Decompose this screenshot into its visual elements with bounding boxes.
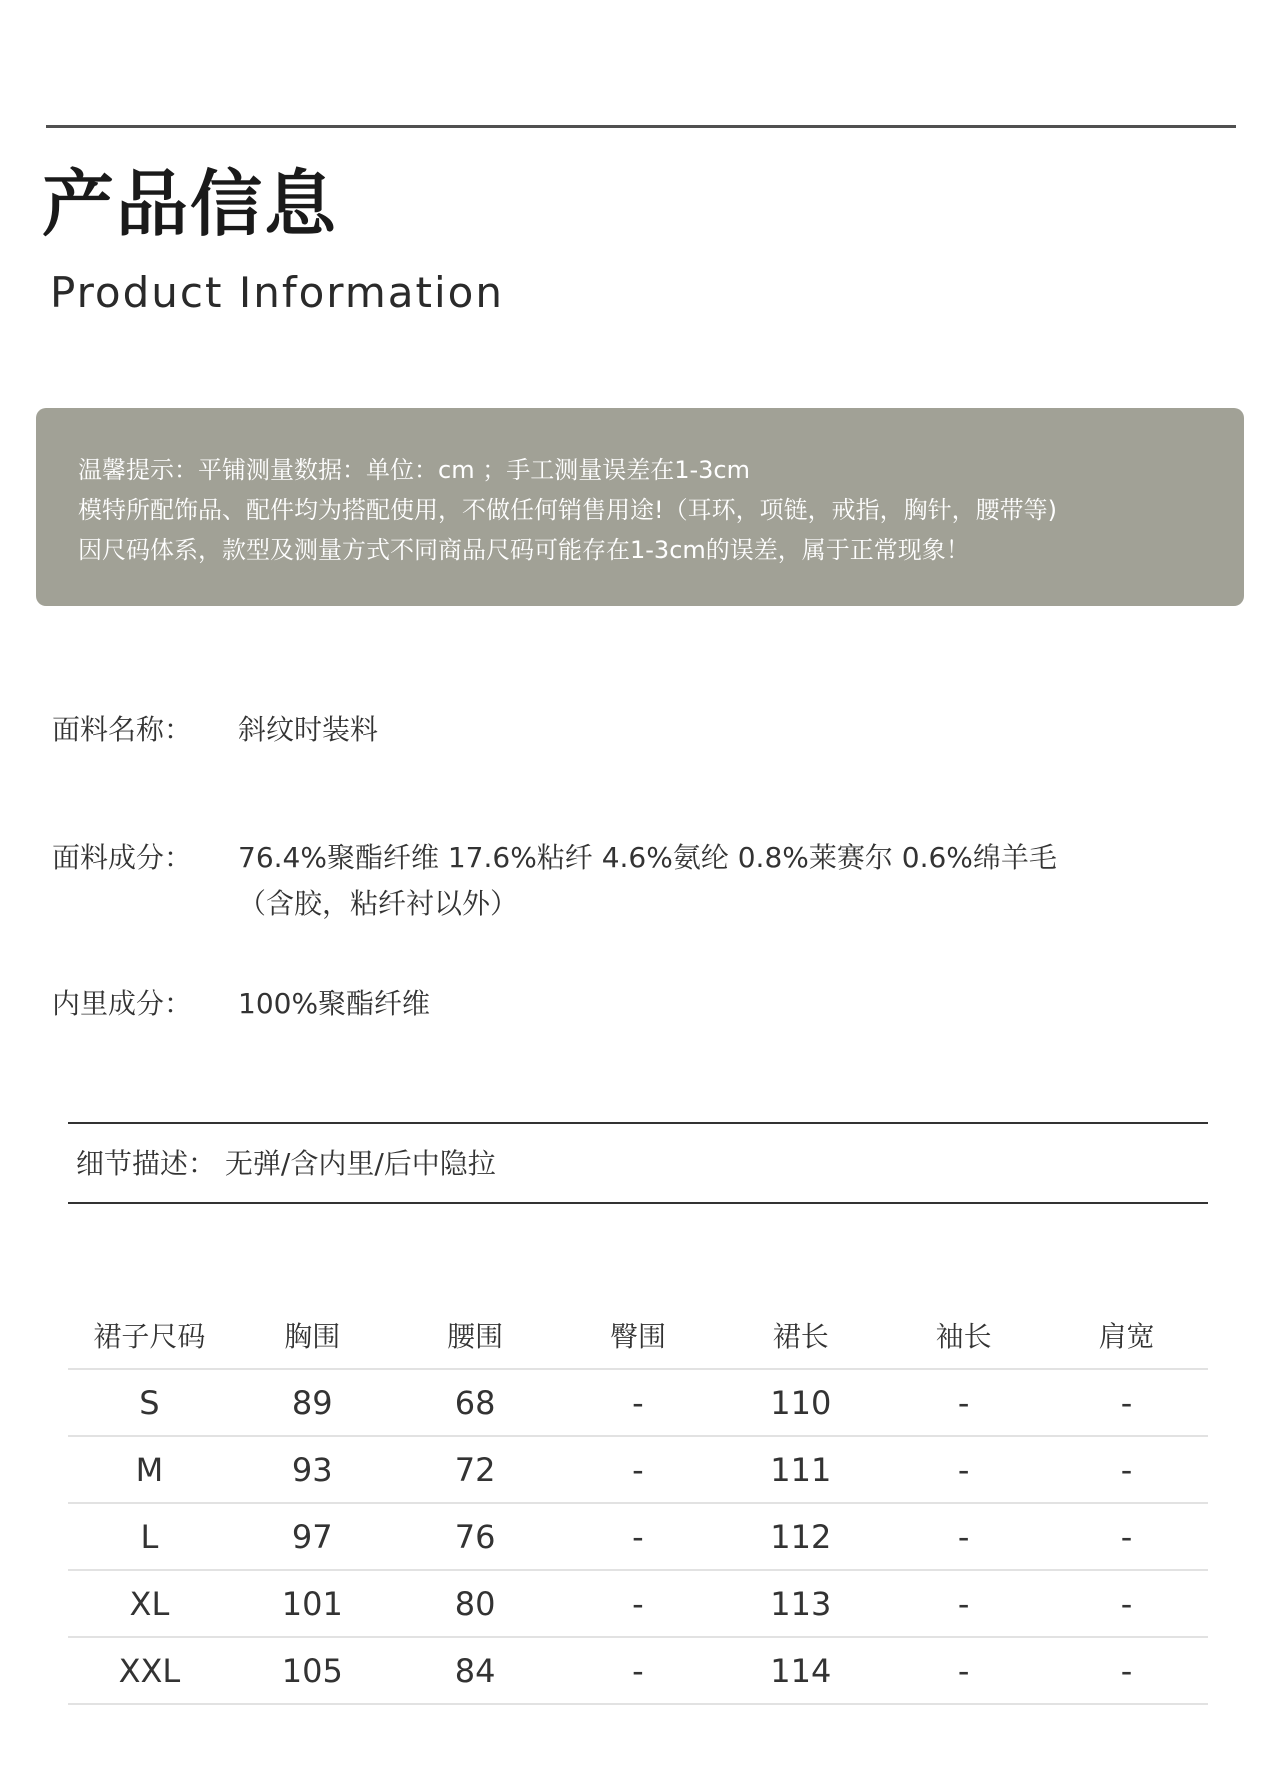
size-cell: 110: [719, 1369, 882, 1436]
notice-line-accessories: 模特所配饰品、配件均为搭配使用，不做任何销售用途!（耳环，项链，戒指，胸针，腰带等): [78, 496, 1057, 524]
size-cell: 114: [719, 1637, 882, 1704]
size-header-cell: 肩宽: [1045, 1302, 1208, 1369]
size-cell: M: [68, 1436, 231, 1503]
size-header-cell: 裙长: [719, 1302, 882, 1369]
size-cell: -: [1045, 1637, 1208, 1704]
top-divider: [46, 125, 1236, 128]
size-cell: 72: [394, 1436, 557, 1503]
fabric-composition-label: 面料成分：: [52, 841, 193, 874]
size-cell: XXL: [68, 1637, 231, 1704]
size-cell: -: [882, 1570, 1045, 1637]
size-table-header-row: [68, 1302, 1208, 1369]
size-table: [68, 1302, 1208, 1705]
size-cell: -: [557, 1570, 720, 1637]
size-cell: 112: [719, 1503, 882, 1570]
size-cell: -: [1045, 1503, 1208, 1570]
notice-line-size-variance: 因尺码体系，款型及测量方式不同商品尺码可能存在1-3cm的误差，属于正常现象！: [78, 536, 970, 564]
size-cell: -: [882, 1436, 1045, 1503]
notice-box: [36, 408, 1244, 606]
size-cell: -: [1045, 1570, 1208, 1637]
detail-bottom-divider: [68, 1202, 1208, 1204]
size-cell: 89: [231, 1369, 394, 1436]
size-cell: -: [882, 1637, 1045, 1704]
size-cell: L: [68, 1503, 231, 1570]
size-cell: 111: [719, 1436, 882, 1503]
size-cell: 97: [231, 1503, 394, 1570]
size-cell: S: [68, 1369, 231, 1436]
fabric-name-value: 斜纹时装料: [238, 713, 379, 746]
table-row: [68, 1436, 1208, 1503]
fabric-composition-note: （含胶，粘纤衬以外）: [238, 887, 519, 920]
size-header-cell: 袖长: [882, 1302, 1045, 1369]
size-cell: -: [557, 1369, 720, 1436]
size-header-cell: 裙子尺码: [68, 1302, 231, 1369]
size-cell: 80: [394, 1570, 557, 1637]
size-cell: 76: [394, 1503, 557, 1570]
size-cell: 84: [394, 1637, 557, 1704]
size-cell: -: [882, 1369, 1045, 1436]
size-cell: -: [1045, 1369, 1208, 1436]
size-header-cell: 胸围: [231, 1302, 394, 1369]
fabric-name-label: 面料名称：: [52, 713, 193, 746]
size-header-cell: 臀围: [557, 1302, 720, 1369]
table-row: [68, 1570, 1208, 1637]
table-row: [68, 1503, 1208, 1570]
size-header-cell: 腰围: [394, 1302, 557, 1369]
size-cell: -: [882, 1503, 1045, 1570]
size-cell: -: [557, 1436, 720, 1503]
page-title: 产品信息: [42, 162, 339, 246]
size-cell: 113: [719, 1570, 882, 1637]
lining-composition-label: 内里成分：: [52, 987, 193, 1020]
fabric-composition-value: 76.4%聚酯纤维 17.6%粘纤 4.6%氨纶 0.8%莱赛尔 0.6%绵羊毛: [238, 841, 1057, 874]
notice-line-measurement: 温馨提示：平铺测量数据：单位：cm ；手工测量误差在1-3cm: [78, 456, 750, 484]
lining-composition-value: 100%聚酯纤维: [238, 987, 431, 1020]
table-row: [68, 1637, 1208, 1704]
size-cell: -: [557, 1637, 720, 1704]
size-cell: 105: [231, 1637, 394, 1704]
size-cell: 93: [231, 1436, 394, 1503]
detail-description: 细节描述： 无弹/含内里/后中隐拉: [76, 1147, 496, 1180]
size-cell: 101: [231, 1570, 394, 1637]
table-row: [68, 1369, 1208, 1436]
size-cell: XL: [68, 1570, 231, 1637]
size-cell: -: [557, 1503, 720, 1570]
size-cell: -: [1045, 1436, 1208, 1503]
detail-top-divider: [68, 1122, 1208, 1124]
page-subtitle: Product Information: [50, 268, 504, 317]
size-cell: 68: [394, 1369, 557, 1436]
